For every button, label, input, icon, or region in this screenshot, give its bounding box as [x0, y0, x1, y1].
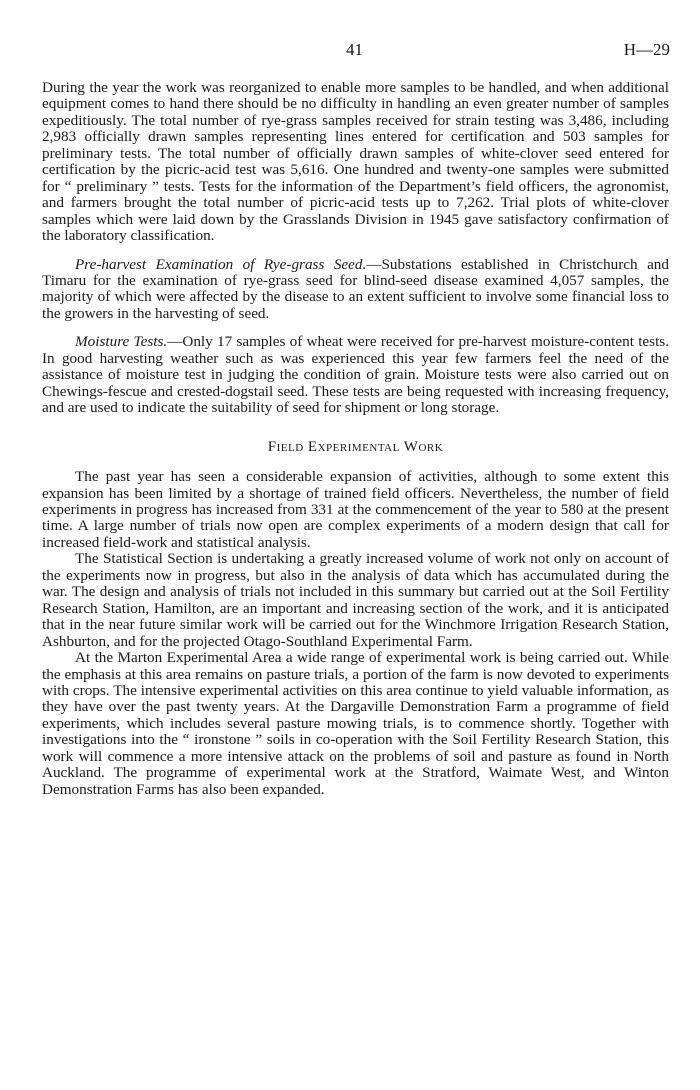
page-header — [42, 40, 670, 64]
paragraph-statistical-section: The Statistical Section is undertaking a greatly increased volume of work not only on account of the experiments now in progress, but also in the analysis of data which has accumulated during the war. The design and analysis of trials not included in this summary but carried out at the Soil Fertility Research Station, Hamilton, are an important and increasing section of the work, and it is anticipated that in the near future similar work will be carried out for the Winchmore Irrigation Research Station, Ashburton, and for the projected Otago-Southland Experimental Farm. — [42, 550, 669, 650]
paragraph-heading-moisture: Moisture Tests. — [75, 333, 168, 351]
page-number: 41 — [346, 40, 363, 59]
section-heading-field-experimental-work: Field Experimental Work — [267, 438, 444, 455]
paragraph-pre-harvest-examination — [42, 257, 669, 323]
paragraph-text-moisture: —Only 17 samples of wheat were received for pre-harvest moisture-content tests. In good harvesting weather such as was experienced this year few farmers feel the need of the assistance of moisture test in judging the condition of grain. Moisture tests were also carried out on Chewings-fescue and crested-dogstail seed. These tests are being requested with increasing frequency, and are used to indicate the suitability of seed for shipment or long storage. — [42, 333, 669, 417]
paragraph-moisture-tests — [42, 334, 669, 416]
paragraph-strain-testing: During the year the work was reorganized to enable more samples to be handled, and when additional equipment comes to hand there should be no difficulty in handling an even greater number of samples expeditiously. The total number of rye-grass samples received for strain testing was 3,486, including 2,983 officially drawn samples representing lines entered for certification and 503 samples for preliminary tests. The total number of officially drawn samples of white-clover seed entered for certification by the picric-acid test was 5,616. One hundred and twenty-one samples were submitted for “ preliminary ” tests. Tests for the information of the Department’s field officers, the agronomist, and farmers brought the total number of picric-acid tests up to 7,262. Trial plots of white-clover samples which were laid down by the Grasslands Division in 1945 gave satisfactory confirmation of the laboratory classification. — [42, 79, 669, 245]
paragraph-expansion: The past year has seen a considerable expansion of activities, although to some extent this expansion has been limited by a shortage of trained field officers. Nevertheless, the number of field experiments in progress has increased from 331 at the commencement of the year to 580 at the present time. A large number of trials now open are complex experiments of a modern design that call for increased field-work and statistical analysis. — [42, 468, 669, 551]
document-reference: H—29 — [623, 40, 670, 59]
paragraph-heading-pre-harvest: Pre-harvest Examination of Rye-grass Seed. — [75, 255, 367, 273]
body-text — [42, 80, 669, 798]
paragraph-marton-area: At the Marton Experimental Area a wide range of experimental work is being carried out. While the emphasis at this area remains on pasture trials, a portion of the farm is now devoted to experiments with crops. The intensive experimental activities on this area continue to yield valuable information, as they have over the past twenty years. At the Dargaville Demonstration Farm a programme of field experiments, which includes several pasture mowing trials, is to commence shortly. Together with investigations into the “ ironstone ” soils in co-operation with the Soil Fertility Research Station, this work will commence a more intensive attack on the problems of soil and pasture as found in North Auckland. The programme of experimental work at the Stratford, Waimate West, and Winton Demonstration Farms has also been expanded. — [42, 649, 669, 798]
paragraph-text-pre-harvest: —Substations established in Christchurch and Timaru for the examination of rye-grass seed for blind-seed disease examined 4,057 samples, the majority of which were affected by the disease to an extent sufficient to involve some financial loss to the growers in the harvesting of seed. — [42, 255, 669, 322]
